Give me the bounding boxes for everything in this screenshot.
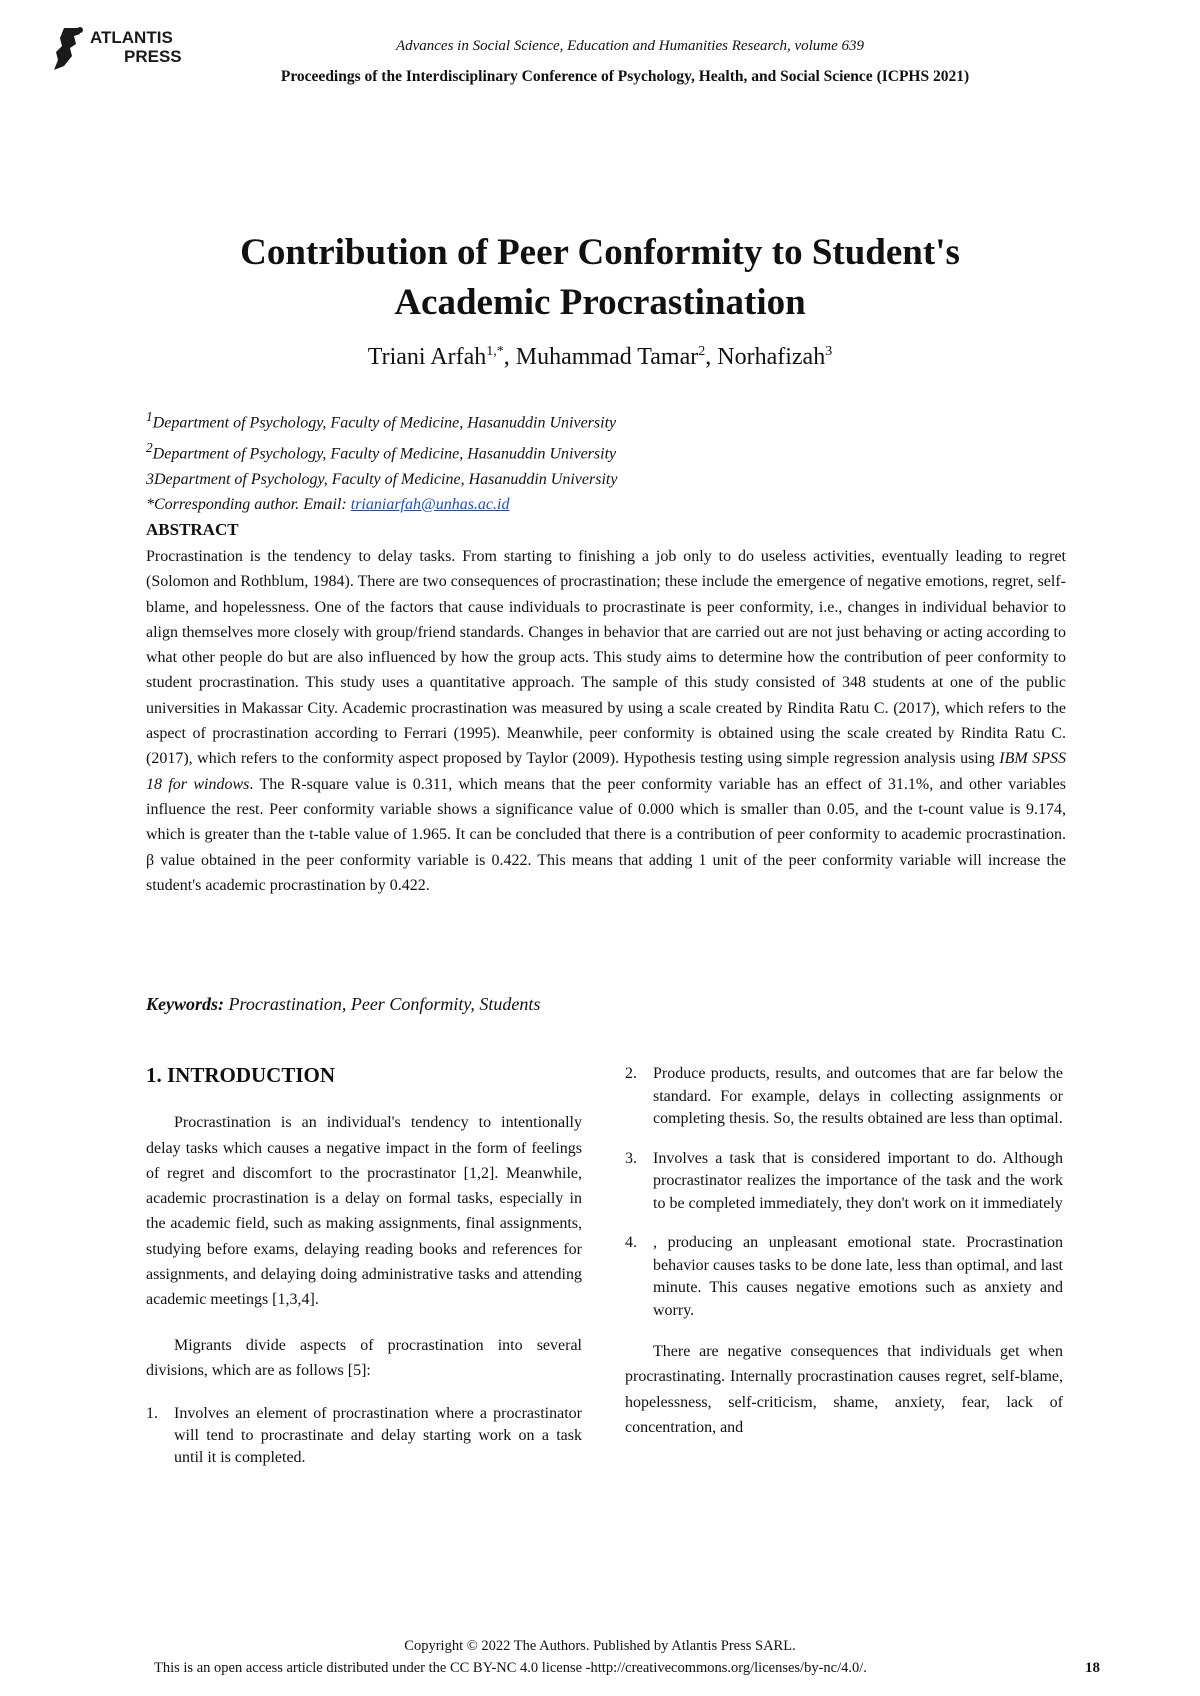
page-number: 18 <box>1085 1660 1100 1676</box>
paper-title <box>0 228 1200 328</box>
email-link[interactable]: trianiarfah@unhas.ac.id <box>350 495 510 513</box>
proceedings-header: Proceedings of the Interdisciplinary Conference of Psychology, Health, and Social Science (ICPHS 2021) <box>280 68 970 85</box>
affiliation-2 <box>146 435 617 466</box>
aspects-list-left <box>146 1403 582 1469</box>
abstract-part-1: Procrastination is the tendency to delay tasks. From starting to finishing a job only to do useless activities, eventually leading to regret (Solomon and Rothblum, 1984). There are two consequences of procrastination; these include the emergence of negative emotions, regret, self-blame, and hopelessness. One of the factors that cause individuals to procrastinate is peer conformity, i.e., changes in individual behavior to align themselves more closely with group/friend standards. Changes in behavior that are carried out are not just behaving or acting according to what other people do but are also influenced by how the group acts. This study aims to determine how the contribution of peer conformity to student procrastination. This study uses a quantitative approach. The sample of this study consisted of 348 students at one of the public universities in Makassar City. Academic procrastination was measured by using a scale created by Rindita Ratu C. (2017), which refers to the aspect of procrastination according to Ferrari (1995). Meanwhile, peer conformity is obtained using the scale created by Rindita Ratu C. (2017), which refers to the conformity aspect proposed by Taylor (2009). Hypothesis testing using simple regression analysis using <box>146 548 1066 768</box>
corr-label: *Corresponding author. Email: <box>146 495 351 513</box>
abstract-software: IBM SPSS 18 for windows <box>146 750 1067 793</box>
left-column <box>146 1063 582 1469</box>
section-heading: 1. INTRODUCTION <box>146 1063 336 1087</box>
author-3: Norhafizah <box>717 344 826 370</box>
list-item <box>625 1063 1063 1131</box>
list-item-text: Produce products, results, and outcomes that are far below the standard. For example, delays in collecting assignments or completing thesis. So, the results obtained are less than optimal. <box>653 1065 1063 1127</box>
list-item-number: 4. <box>625 1234 637 1251</box>
title-line1: Contribution of Peer Conformity to Student's <box>240 232 960 273</box>
author-3-sup: 3 <box>825 344 833 359</box>
list-item-text: , producing an unpleasant emotional state. Procrastination behavior causes tasks to be done late, less than optimal, and last minute. This causes negative emotions such as anxiety and worry. <box>653 1234 1063 1319</box>
list-item-text: Involves an element of procrastination where a procrastinator will tend to procrastinate and delay starting work on a task until it is completed. <box>174 1405 582 1467</box>
logo-line1: ATLANTIS <box>90 28 173 47</box>
aff-1-sup: 1 <box>146 409 153 424</box>
keywords-text: Procrastination, Peer Conformity, Students <box>224 994 541 1014</box>
list-item <box>625 1232 1063 1322</box>
abstract-part-2: . The R-square value is 0.311, which means that the peer conformity variable has an effect of 31.1%, and other variables influence the rest. Peer conformity variable shows a significance value of 0.000 which is smaller than 0.05, and the t-count value is 9.174, which is greater than the t-table value of 1.965. It can be concluded that there is a contribution of peer conformity to academic procrastination. β value obtained in the peer conformity variable is 0.422. This means that adding 1 unit of the peer conformity variable will increase the student's academic procrastination by 0.422. <box>146 775 1067 894</box>
intro-paragraph-3: There are negative consequences that individuals get when procrastinating. Internally procrastination causes regret, self-blame, hopelessness, self-criticism, shame, anxiety, fear, lack of concentration, and <box>625 1343 1063 1436</box>
author-2: Muhammad Tamar <box>515 344 699 370</box>
aff-2-text: Department of Psychology, Faculty of Medicine, Hasanuddin University <box>152 445 617 463</box>
aff-1-text: Department of Psychology, Faculty of Medicine, Hasanuddin University <box>152 414 617 432</box>
affiliations <box>146 404 617 517</box>
series-header: Advances in Social Science, Education and Humanities Research, volume 639 <box>395 38 865 54</box>
abstract-text <box>146 544 1066 898</box>
intro-paragraph-1: Procrastination is an individual's tendency to intentionally delay tasks which causes a negative impact in the form of feelings of regret and discomfort to the procrastinator [1,2]. Meanwhile, academic procrastination is a delay on formal tasks, especially in the academic field, such as making assignments, final assignments, studying before exams, delaying reading books and references for assignments, and delaying doing administrative tasks and attending academic meetings [1,3,4]. <box>146 1114 582 1309</box>
affiliation-3: 3Department of Psychology, Faculty of Medicine, Hasanuddin University <box>146 470 618 488</box>
copyright-footer: Copyright © 2022 The Authors. Published by Atlantis Press SARL. <box>404 1638 796 1654</box>
keywords <box>146 994 540 1015</box>
author-2-sup: 2 <box>698 344 706 359</box>
right-column <box>625 1063 1063 1440</box>
author-sep: , <box>503 344 516 370</box>
authors <box>0 344 1200 371</box>
license-footer: This is an open access article distributed under the CC BY-NC 4.0 license -http://creativecommons.org/licenses/by-nc/4.0/. <box>154 1660 867 1676</box>
keywords-label: Keywords: <box>146 994 224 1014</box>
author-1-sup: 1,* <box>486 344 504 359</box>
aff-2-sup: 2 <box>146 440 153 456</box>
intro-paragraph-2: Migrants divide aspects of procrastination into several divisions, which are as follows [5]: <box>146 1336 582 1379</box>
corresponding-author <box>146 492 617 517</box>
list-item-number: 1. <box>146 1405 158 1423</box>
author-sep: , <box>705 344 718 370</box>
list-item-number: 2. <box>625 1065 637 1082</box>
list-item-number: 3. <box>625 1149 637 1167</box>
logo-line2: PRESS <box>124 47 182 66</box>
aspects-list-right <box>625 1063 1063 1322</box>
list-item-text: Involves a task that is considered important to do. Although procrastinator realizes the importance of the task and the work to be completed immediately, they don't work on it immediately <box>653 1149 1063 1212</box>
abstract-heading: ABSTRACT <box>146 520 239 539</box>
list-item <box>625 1148 1063 1216</box>
author-1: Triani Arfah <box>367 344 487 370</box>
affiliation-1 <box>146 404 617 435</box>
list-item <box>146 1403 582 1469</box>
title-line2: Academic Procrastination <box>394 282 806 323</box>
